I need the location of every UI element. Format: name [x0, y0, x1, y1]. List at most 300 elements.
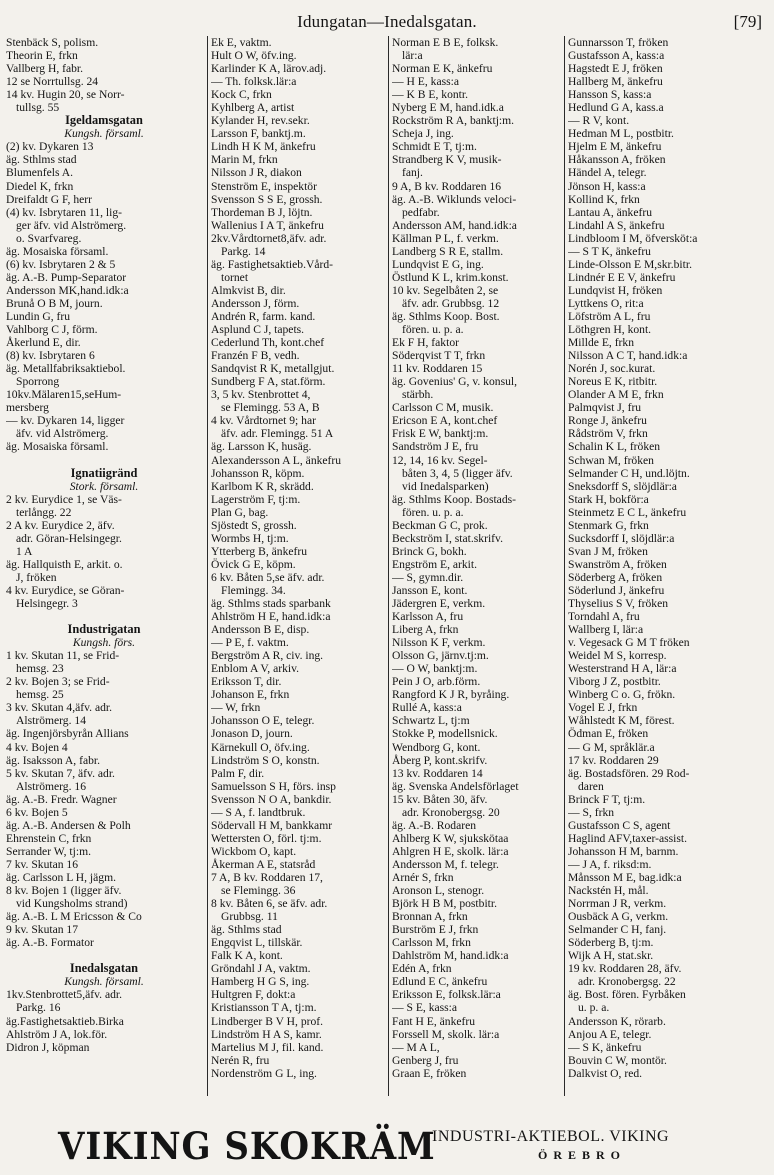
directory-entry: Wormbs H, tj:m.	[211, 531, 289, 545]
directory-entry: Rådström V, frkn	[568, 427, 648, 441]
directory-entry: Söderlund J, änkefru	[568, 583, 665, 597]
directory-entry: 6 kv. Bojen 5	[6, 805, 68, 819]
directory-entry: Lyttkens O, rit:a	[568, 296, 644, 310]
directory-entry: Ehrenstein C, frkn	[6, 831, 92, 845]
directory-entry: Alströmerg. 14	[16, 714, 86, 728]
directory-entry: Rockström R A, banktj:m.	[392, 114, 515, 128]
directory-entry: Kock C, frkn	[211, 88, 272, 102]
directory-entry: — S A, f. landtbruk.	[211, 805, 306, 819]
directory-entry: äg. Mosaiska församl.	[6, 244, 109, 258]
directory-entry: 12, 14, 16 kv. Segel-	[392, 453, 488, 467]
directory-entry: Vahlborg C J, förm.	[6, 323, 98, 337]
directory-entry: Gustafsson A, kass:a	[568, 49, 665, 63]
directory-entry: — P E, f. vaktm.	[211, 636, 289, 650]
directory-entry: Blumenfels A.	[6, 166, 73, 180]
directory-entry: — S T K, änkefru	[568, 244, 651, 258]
directory-entry: Cederlund Th, kont.chef	[211, 336, 325, 350]
directory-entry: Ahlström J A, lok.för.	[6, 1027, 108, 1041]
directory-entry: 7 kv. Skutan 16	[6, 857, 79, 871]
directory-entry: Helsingegr. 3	[16, 597, 78, 611]
directory-entry: Sucksdorff I, slöjdlär:a	[568, 531, 675, 545]
directory-entry: — S, gymn.dir.	[392, 570, 464, 584]
directory-entry: Graan E, fröken	[392, 1066, 467, 1080]
directory-entry: — S, frkn	[568, 805, 615, 819]
directory-entry: äg. A.-B. L M Ericsson & Co	[6, 910, 142, 924]
directory-entry: Plan G, bag.	[211, 505, 269, 519]
directory-entry: Hult O W, öfv.ing.	[211, 49, 297, 63]
directory-entry: äg. Sthlms Koop. Bost.	[392, 309, 500, 323]
directory-entry: Wendborg G, kont.	[392, 740, 481, 754]
directory-entry: båten 3, 4, 5 (ligger äfv.	[402, 466, 513, 480]
directory-entry: Wallenius I A T, änkefru	[211, 218, 324, 232]
directory-entry: — H E, kass:a	[392, 75, 459, 89]
directory-entry: Lindahl A S, änkefru	[568, 218, 665, 232]
directory-entry: äg. Sthlms stad	[6, 153, 77, 167]
directory-entry: Wallberg I, lär:a	[568, 623, 644, 637]
directory-entry: Nordenström G L, ing.	[211, 1066, 317, 1080]
directory-entry: Frisk E W, banktj:m.	[392, 427, 489, 441]
directory-entry: Svensson N O A, bankdir.	[211, 792, 332, 806]
column-2	[207, 36, 388, 1096]
directory-entry: Norrman J R, verkm.	[568, 897, 667, 911]
directory-entry: Torndahl A, fru	[568, 610, 640, 624]
directory-entry: Lindnér E E V, änkefru	[568, 270, 676, 284]
directory-entry: Johanson E, frkn	[211, 688, 290, 702]
directory-entry: Liberg A, frkn	[392, 623, 459, 637]
directory-entry: äg. Carlsson L H, jägm.	[6, 871, 117, 884]
directory-entry: 1kv.Stenbrottet5,äfv. adr.	[6, 988, 123, 1002]
directory-entry: Hedman M L, postbitr.	[568, 127, 674, 141]
directory-entry: Åkerlund E, dir.	[6, 336, 81, 350]
street-heading: Ignatiigränd	[70, 466, 138, 480]
directory-entry: Larsson F, banktj.m.	[211, 127, 306, 141]
directory-entry: Händel A, telegr.	[568, 166, 647, 180]
directory-entry: Jädergren E, verkm.	[392, 597, 486, 611]
directory-entry: Stenström E, inspektör	[211, 179, 317, 193]
directory-entry: Lindström H A S, kamr.	[211, 1027, 322, 1041]
directory-entry: — kv. Dykaren 14, ligger	[6, 414, 125, 428]
directory-entry: Asplund C J, tapets.	[211, 323, 305, 337]
directory-entry: Jönson H, kass:a	[568, 179, 646, 193]
advertisement-banner	[0, 1118, 774, 1168]
directory-entry: se Flemingg. 53 A, B	[221, 401, 320, 415]
directory-entry: J, fröken	[16, 570, 57, 584]
directory-entry: Andersson B E, disp.	[211, 623, 310, 637]
directory-entry: stärbh.	[402, 388, 434, 402]
directory-entry: Olsson G, järnv.tj:m.	[392, 649, 489, 663]
directory-entry: Dahlström M, hand.idk:a	[392, 949, 509, 963]
directory-entry: 6 kv. Båten 5,se äfv. adr.	[211, 570, 325, 584]
directory-entry: Lindberger B V H, prof.	[211, 1014, 324, 1028]
directory-entry: Karlbom K R, skrädd.	[211, 479, 314, 493]
directory-entry: Sundberg F A, stat.förm.	[211, 375, 326, 389]
parish-label: Kungsh. förs.	[72, 636, 136, 650]
directory-entry: äg. Govenius' G, v. konsul,	[392, 375, 517, 389]
directory-entry: Karlinder K A, lärov.adj.	[211, 62, 327, 76]
directory-entry: mersberg	[6, 401, 49, 415]
directory-entry: Serrander W, tj:m.	[6, 844, 92, 858]
directory-entry: fanj.	[402, 166, 423, 180]
directory-entry: äg. A.-B. Fredr. Wagner	[6, 792, 117, 806]
directory-entry: Ek E, vaktm.	[211, 36, 272, 49]
directory-entry: Söderberg B, tj:m.	[568, 936, 654, 950]
directory-entry: 10 kv. Segelbåten 2, se	[392, 283, 499, 297]
directory-entry: Sneksdorff S, slöjdlär:a	[568, 479, 677, 493]
directory-entry: Nackstén H, mål.	[568, 884, 649, 898]
directory-entry: 2 kv. Bojen 3; se Frid-	[6, 675, 110, 689]
directory-entry: — S K, änkefru	[568, 1040, 642, 1054]
directory-entry: Källman P L, f. verkm.	[392, 231, 499, 245]
directory-entry: Östlund K L, krim.konst.	[392, 270, 509, 284]
directory-entry: Ahlgren H E, skolk. lär:a	[392, 844, 509, 858]
directory-entry: Håkansson A, fröken	[568, 153, 666, 167]
directory-entry: Selmander C H, und.löjtn.	[568, 466, 690, 480]
directory-entry: adr. Kronobergsg. 22	[578, 975, 676, 989]
directory-entry: Bergström A R, civ. ing.	[211, 649, 324, 663]
directory-entry: Steinmetz E C L, änkefru	[568, 505, 687, 519]
directory-entry: Nilsson A C T, hand.idk:a	[568, 349, 688, 363]
directory-entry: Löthgren H, kont.	[568, 323, 652, 337]
directory-entry: Ousbäck A G, verkm.	[568, 910, 669, 924]
directory-entry: Parkg. 16	[16, 1001, 61, 1015]
directory-entry: Björk H B M, postbitr.	[392, 897, 498, 911]
directory-entry: Gustafsson C S, agent	[568, 818, 671, 832]
directory-entry: 10kv.Mälaren15,seHum-	[6, 388, 122, 402]
directory-entry: Andersson J, förm.	[211, 296, 300, 310]
directory-entry: 9 A, B kv. Roddaren 16	[392, 179, 502, 193]
directory-entry: Nilsson K F, verkm.	[392, 636, 486, 650]
directory-entry: Nerén R, fru	[211, 1053, 270, 1067]
directory-entry: Hjelm E M, änkefru	[568, 140, 662, 154]
directory-entry: 3, 5 kv. Stenbrottet 4,	[211, 388, 311, 402]
directory-entry: Brinck F T, tj:m.	[568, 792, 646, 806]
directory-entry: Falk K A, kont.	[211, 949, 283, 963]
directory-entry: Norman E B E, folksk.	[392, 36, 499, 49]
directory-entry: — Th. folksk.lär:a	[211, 75, 297, 89]
directory-entry: lär:a	[402, 49, 423, 63]
directory-entry: Ytterberg B, änkefru	[211, 544, 308, 558]
parish-label: Stork. församl.	[69, 479, 139, 493]
ad-company	[432, 1128, 732, 1163]
directory-entry: Didron J, köpman	[6, 1040, 90, 1054]
directory-entry: Lundin G, fru	[6, 309, 71, 323]
directory-entry: Ödman E, fröken	[568, 727, 649, 741]
directory-entry: äg. Metallfabriksaktiebol.	[6, 362, 126, 376]
directory-entry	[6, 454, 202, 467]
directory-entry: Stenmark G, frkn	[568, 518, 649, 532]
directory-entry: Lagerström F, tj:m.	[211, 492, 301, 506]
directory-entry: (2) kv. Dykaren 13	[6, 140, 94, 154]
directory-entry: Övick G E, köpm.	[211, 557, 296, 571]
directory-entry: 14 kv. Hugin 20, se Norr-	[6, 88, 125, 102]
directory-entry: Ahlström H E, hand.idk:a	[211, 610, 331, 624]
directory-entry: Åberg P, kont.skrifv.	[392, 753, 488, 767]
directory-entry: äg.Fastighetsaktieb.Birka	[6, 1014, 124, 1028]
directory-entry: ger äfv. vid Alströmerg.	[16, 218, 127, 232]
directory-entry: Gunnarsson T, fröken	[568, 36, 669, 49]
directory-entry: Stark H, bokför:a	[568, 492, 649, 506]
directory-entry: 13 kv. Roddaren 14	[392, 766, 483, 780]
directory-entry: Kollind K, frkn	[568, 192, 640, 206]
directory-entry: äg. A.-B. Rodaren	[392, 818, 477, 832]
directory-entry: Andersson M, f. telegr.	[392, 857, 499, 871]
directory-entry: Wåhlstedt K M, förest.	[568, 714, 675, 728]
directory-entry: Sporrong	[16, 375, 60, 389]
directory-entry: Ek F H, faktor	[392, 336, 459, 350]
directory-entry: 8 kv. Bojen 1 (ligger äfv.	[6, 884, 122, 898]
directory-entry: Forssell M, skolk. lär:a	[392, 1027, 500, 1041]
directory-entry: Millde E, frkn	[568, 336, 635, 350]
directory-entry: Andersson K, rörarb.	[568, 1014, 666, 1028]
page-title: Idungatan—Inedalsgatan.	[297, 12, 477, 31]
directory-entry: hemsg. 23	[16, 662, 64, 676]
directory-entry: Lundqvist E G, ing.	[392, 257, 484, 271]
directory-entry: Söderberg A, fröken	[568, 570, 663, 584]
directory-entry: Ericson E A, kont.chef	[392, 414, 498, 428]
directory-entry: Eriksson E, folksk.lär:a	[392, 988, 501, 1002]
directory-entry: äg. A.-B. Formator	[6, 936, 94, 950]
directory-entry: Johansson R, köpm.	[211, 466, 305, 480]
directory-entry: Löfström A L, fru	[568, 309, 651, 323]
directory-entry: äg. Sthlms stads sparbank	[211, 597, 331, 611]
directory-entry: äg. A.-B. Pump-Separator	[6, 270, 127, 284]
directory-entry: Hansson S, kass:a	[568, 88, 652, 102]
directory-entry: (4) kv. Isbrytaren 11, lig-	[6, 205, 123, 219]
directory-entry: Kärnekull O, öfv.ing.	[211, 740, 310, 754]
directory-entry: — W, frkn	[211, 701, 261, 715]
directory-entry: Flemingg. 34.	[221, 583, 286, 597]
directory-entry: Schwartz L, tj:m	[392, 714, 470, 728]
directory-entry: Lundqvist H, fröken	[568, 283, 663, 297]
directory-entry: fören. u. p. a.	[402, 323, 464, 337]
directory-entry: (6) kv. Isbrytaren 2 & 5	[6, 257, 116, 271]
directory-entry: Enblom A V, arkiv.	[211, 662, 300, 676]
directory-entry: Eriksson T, dir.	[211, 675, 282, 689]
directory-entry: Vogel E J, frkn	[568, 701, 638, 715]
directory-entry: äg. Isaksson A, fabr.	[6, 753, 101, 767]
directory-entry: Burström E J, frkn	[392, 923, 479, 937]
directory-entry: 5 kv. Skutan 7, äfv. adr.	[6, 766, 115, 780]
directory-entry: 19 kv. Roddaren 28, äfv.	[568, 962, 682, 976]
directory-entry: Åkerman A E, statsråd	[211, 857, 316, 871]
directory-entry: Ronge J, änkefru	[568, 414, 647, 428]
directory-entry: adr. Göran-Helsingegr.	[16, 531, 122, 545]
directory-entry: Brunå O B M, journ.	[6, 296, 103, 310]
street-heading: Igeldamsgatan	[65, 114, 143, 128]
directory-entry: Andersson AM, hand.idk:a	[392, 218, 517, 232]
directory-entry: Dalkvist O, red.	[568, 1066, 643, 1080]
directory-entry: Sandström J E, fru	[392, 440, 479, 454]
directory-entry: 17 kv. Roddaren 29	[568, 753, 659, 767]
directory-entry: äg. Mosaiska församl.	[6, 440, 109, 454]
directory-entry: Stokke P, modellsnick.	[392, 727, 498, 741]
directory-entry: o. Svarfvareg.	[16, 231, 82, 245]
directory-entry: Weidel M S, korresp.	[568, 649, 667, 663]
directory-entry: Schwan M, fröken	[568, 453, 654, 467]
directory-entry: 2 kv. Eurydice 1, se Väs-	[6, 492, 122, 506]
directory-entry: Johansson O E, telegr.	[211, 714, 315, 728]
directory-entry: Svan J M, fröken	[568, 544, 648, 558]
directory-entry: äg. A.-B. Andersen & Polh	[6, 818, 131, 832]
directory-entry: Svensson S S E, grossh.	[211, 192, 323, 206]
directory-entry: Hallberg M, änkefru	[568, 75, 663, 89]
directory-entry: tornet	[221, 270, 249, 284]
directory-entry: 4 kv. Eurydice, se Göran-	[6, 583, 125, 597]
directory-entry: Almkvist B, dir.	[211, 283, 286, 297]
page-header	[0, 8, 774, 36]
directory-entry: Hultgren F, dokt:a	[211, 988, 296, 1002]
directory-entry: Diedel K, frkn	[6, 179, 74, 193]
directory-entry: Schalin K L, fröken	[568, 440, 661, 454]
directory-entry: Ahlberg K W, sjukskötaa	[392, 831, 509, 845]
column-3	[388, 36, 564, 1096]
directory-entry: Thordeman B J, löjtn.	[211, 205, 313, 219]
directory-entry: daren	[578, 779, 604, 793]
directory-entry: 15 kv. Båten 30, äfv.	[392, 792, 488, 806]
directory-entry: Palm F, dir.	[211, 766, 265, 780]
directory-entry: Swanström A, fröken	[568, 557, 667, 571]
directory-entry: Alströmerg. 16	[16, 779, 86, 793]
directory-entry: Lantau A, änkefru	[568, 205, 653, 219]
directory-entry: Johansson H M, barnm.	[568, 844, 679, 858]
directory-entry	[6, 610, 202, 623]
directory-entry: Fant H E, änkefru	[392, 1014, 476, 1028]
directory-entry: Bronnan A, frkn	[392, 910, 468, 924]
directory-entry: Anjou A E, telegr.	[568, 1027, 652, 1041]
directory-entry: Rangford K J R, byråing.	[392, 688, 510, 702]
directory-entry: Landberg S R E, stallm.	[392, 244, 504, 258]
directory-entry: Strandberg K V, musik-	[392, 153, 502, 167]
directory-entry: Karlsson A, fru	[392, 610, 464, 624]
directory-entry: Viborg J Z, postbitr.	[568, 675, 661, 689]
directory-entry: Andrén R, farm. kand.	[211, 309, 316, 323]
directory-entry: Stenbäck S, polism.	[6, 36, 99, 49]
directory-entry: Theorin E, frkn	[6, 49, 78, 63]
directory-entry: u. p. a.	[578, 1001, 610, 1015]
directory-entry: Winberg C o. G, frökn.	[568, 688, 676, 702]
directory-entry: äg. A.-B. Wiklunds veloci-	[392, 192, 517, 206]
directory-entry: 1 kv. Skutan 11, se Frid-	[6, 649, 120, 663]
directory-entry: äg. Sthlms Koop. Bostads-	[392, 492, 516, 506]
directory-entry: Månsson M E, bag.idk:a	[568, 871, 682, 884]
directory-entry: 4 kv. Vårdtornet 9; har	[211, 414, 316, 428]
directory-entry: Kristiansson T A, tj:m.	[211, 1001, 317, 1015]
directory-entry: 12 se Norrtullsg. 24	[6, 75, 99, 89]
directory-entry: (8) kv. Isbrytaren 6	[6, 349, 95, 363]
directory-entry: vid Inedalsparken)	[402, 479, 489, 493]
directory-entry: Martelius M J, fil. kand.	[211, 1040, 324, 1054]
directory-entry: Rullé A, kass:a	[392, 701, 462, 715]
directory-entry: Engström E, arkit.	[392, 557, 478, 571]
directory-entry: Kyhlberg A, artist	[211, 101, 295, 115]
directory-entry: — K B E, kontr.	[392, 88, 469, 102]
directory-entry: Lindbloom I M, öfversköt:a	[568, 231, 698, 245]
directory-entry: Beckman G C, prok.	[392, 518, 488, 532]
directory-entry: äfv. adr. Grubbsg. 12	[402, 296, 500, 310]
directory-entry: äg. Hallquisth E, arkit. o.	[6, 557, 123, 571]
directory-entry: Bouvin C W, montör.	[568, 1053, 667, 1067]
directory-entry: vid Kungsholms strand)	[16, 897, 128, 911]
directory-entry: Samuelsson S H, förs. insp	[211, 779, 336, 793]
directory-entry: äg. Sthlms stad	[211, 923, 282, 937]
directory-entry: äg. Svenska Andelsförlaget	[392, 779, 519, 793]
directory-entry: — M A L,	[392, 1040, 440, 1054]
directory-entry: terlångg. 22	[16, 505, 72, 519]
directory-entry: 2 A kv. Eurydice 2, äfv.	[6, 518, 115, 532]
directory-entry: Marin M, frkn	[211, 153, 278, 167]
directory-entry: äfv. adr. Flemingg. 51 A	[221, 427, 334, 441]
directory-entry: Parkg. 14	[221, 244, 266, 258]
directory-entry: Franzén F B, vedh.	[211, 349, 300, 363]
directory-entry: 3 kv. Skutan 4,äfv. adr.	[6, 701, 113, 715]
directory-entry: Olander A M E, frkn	[568, 388, 664, 402]
directory-entry: Thyselius S V, fröken	[568, 597, 669, 611]
directory-entry: 9 kv. Skutan 17	[6, 923, 79, 937]
directory-entry: adr. Kronobergsg. 20	[402, 805, 500, 819]
directory-entry: tullsg. 55	[16, 101, 60, 115]
directory-entry: Vallberg H, fabr.	[6, 62, 84, 76]
directory-entry: Scheja J, ing.	[392, 127, 454, 141]
directory-entry: Lindh H K M, änkefru	[211, 140, 316, 154]
directory-columns	[6, 36, 766, 1096]
directory-entry: hemsg. 25	[16, 688, 64, 702]
directory-entry: Alexandersson A L, änkefru	[211, 453, 342, 467]
directory-entry: Engqvist L, tillskär.	[211, 936, 303, 950]
directory-entry: Wickbom O, kapt.	[211, 844, 297, 858]
directory-entry: 1 A	[16, 544, 33, 558]
directory-entry: Brinck G, bokh.	[392, 544, 467, 558]
parish-label: Kungsh. församl.	[64, 127, 144, 141]
directory-entry: Södervall H M, bankkamr	[211, 818, 333, 832]
directory-entry: Palmqvist J, fru	[568, 401, 642, 415]
ad-company-city: ÖREBRO	[537, 1148, 626, 1162]
ad-company-name: INDUSTRI-AKTIEBOL. VIKING	[432, 1128, 670, 1145]
directory-entry: äg. Larsson K, husäg.	[211, 440, 312, 454]
directory-entry: fören. u. p. a.	[402, 505, 464, 519]
directory-entry: Carlsson M, frkn	[392, 936, 471, 950]
directory-entry: Hedlund G A, kass.a	[568, 101, 664, 115]
street-heading: Industrigatan	[67, 623, 141, 637]
directory-entry: 11 kv. Roddaren 15	[392, 362, 483, 376]
directory-entry: äg. Fastighetsaktieb.Vård-	[211, 257, 334, 271]
directory-entry: — O W, banktj:m.	[392, 662, 478, 676]
directory-entry: 2kv.Vårdtornet8,äfv. adr.	[211, 231, 327, 245]
directory-entry: Aronson L, stenogr.	[392, 884, 485, 898]
directory-entry: Hamberg H G S, ing.	[211, 975, 310, 989]
directory-entry: Selmander C H, fanj.	[568, 923, 667, 937]
directory-entry: Sandqvist R K, metallgjut.	[211, 362, 335, 376]
directory-entry: 4 kv. Bojen 4	[6, 740, 68, 754]
directory-entry: Genberg J, fru	[392, 1053, 459, 1067]
directory-entry	[6, 949, 202, 962]
directory-entry: Jonason D, journ.	[211, 727, 293, 741]
directory-entry: Wijk A H, stat.skr.	[568, 949, 654, 963]
directory-entry: Norman E K, änkefru	[392, 62, 493, 76]
directory-entry: Noreus E K, ritbitr.	[568, 375, 658, 389]
directory-entry: Andersson MK,hand.idk:a	[6, 283, 129, 297]
directory-entry: Edlund E C, änkefru	[392, 975, 488, 989]
street-heading: Inedalsgatan	[69, 962, 139, 976]
directory-entry: Grubbsg. 11	[221, 910, 278, 924]
directory-entry: Nilsson J R, diakon	[211, 166, 302, 180]
directory-entry: Edén A, frkn	[392, 962, 452, 976]
directory-entry: Westerstrand H A, lär:a	[568, 662, 677, 676]
directory-entry: Gröndahl J A, vaktm.	[211, 962, 311, 976]
directory-entry: v. Vegesack G M T fröken	[568, 636, 690, 650]
directory-entry: Sjöstedt S, grossh.	[211, 518, 297, 532]
directory-entry: Linde-Olsson E M,skr.bitr.	[568, 257, 692, 271]
directory-entry: Carlsson C M, musik.	[392, 401, 494, 415]
